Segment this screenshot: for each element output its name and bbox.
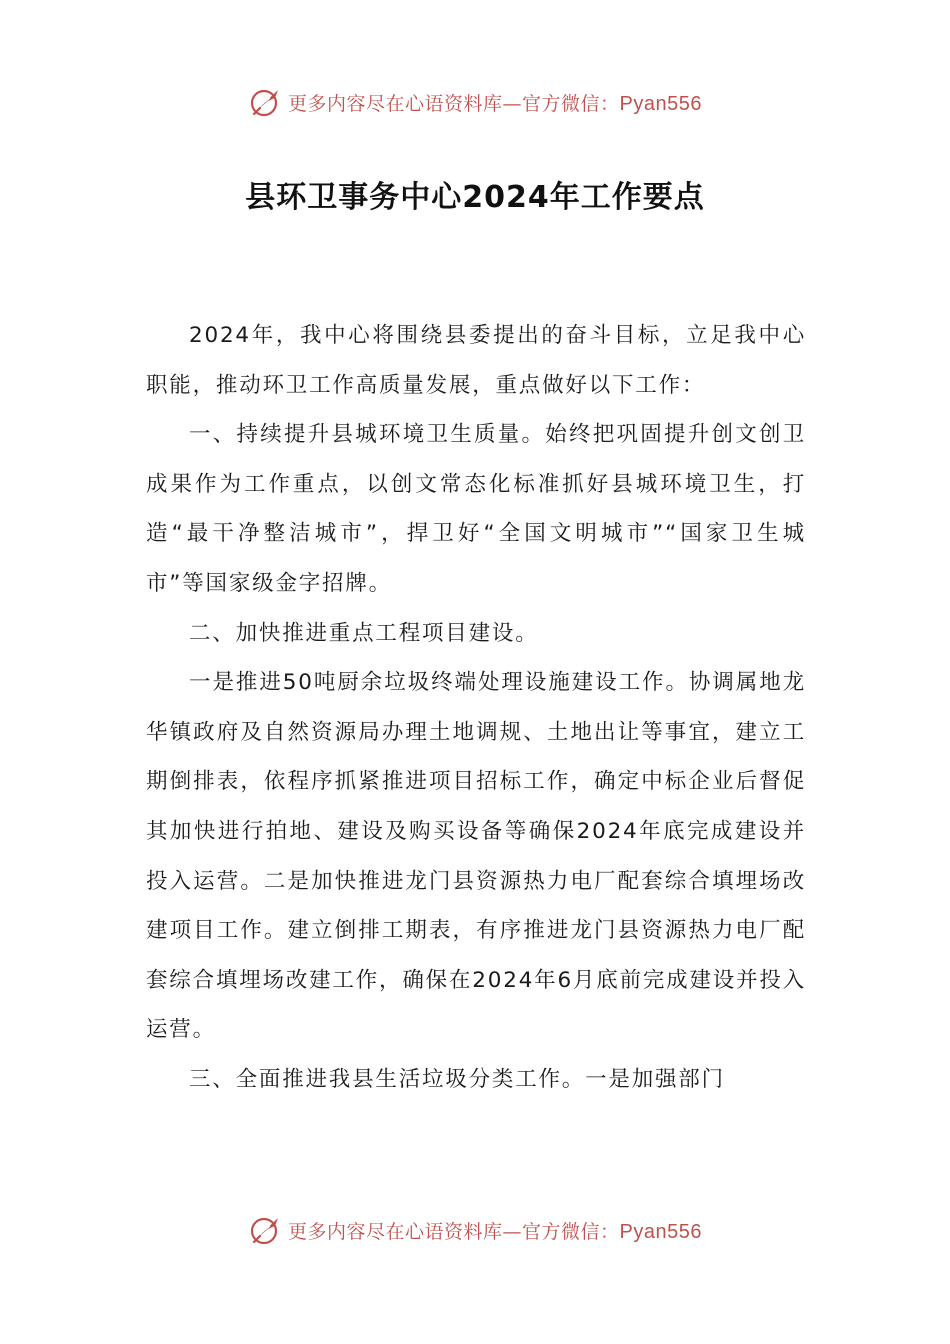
paragraph-intro: 2024年，我中心将围绕县委提出的奋斗目标，立足我中心职能，推动环卫工作高质量发展，重点做好以下工作：: [146, 323, 806, 398]
paragraph-section-1: 一、持续提升县城环境卫生质量。始终把巩固提升创文创卫成果作为工作重点，以创文常态化标准抓好县城环境卫生，打造“最干净整洁城市”，捍卫好“全国文明城市”“国家卫生城市”等国家级金字招牌。: [146, 422, 806, 596]
footer-watermark-text: [288, 1217, 702, 1244]
header-watermark-label: 更多内容尽在心语资料库—官方微信：: [288, 92, 620, 115]
footer-watermark-banner: [0, 1208, 950, 1252]
quill-logo-icon: [248, 1212, 284, 1248]
header-wechat-id: Pyan556: [619, 92, 702, 115]
document-title: 县环卫事务中心2024年工作要点: [245, 180, 705, 215]
quill-logo-icon: [248, 84, 284, 120]
footer-watermark-label: 更多内容尽在心语资料库—官方微信：: [288, 1220, 620, 1243]
paragraph-section-3: 三、全面推进我县生活垃圾分类工作。一是加强部门: [189, 1066, 725, 1092]
paragraph-section-2-body: 一是推进50吨厨余垃圾终端处理设施建设工作。协调属地龙华镇政府及自然资源局办理土地调规、土地出让等事宜，建立工期倒排表，依程序抓紧推进项目招标工作，确定中标企业后督促其加快进行拍地、建设及购买设备等确保2024年底完成建设并投入运营。二是加快推进龙门县资源热力电厂配套综合填埋场改建项目工作。建立倒排工期表，有序推进龙门县资源热力电厂配套综合填埋场改建工作，确保在2024年6月底前完成建设并投入运营。: [146, 670, 806, 1043]
header-watermark-banner: [0, 80, 950, 124]
header-watermark-text: [288, 89, 702, 116]
paragraph-section-2-heading: 二、加快推进重点工程项目建设。: [189, 620, 539, 646]
footer-wechat-id: Pyan556: [619, 1220, 702, 1243]
document-body: [146, 311, 806, 1105]
